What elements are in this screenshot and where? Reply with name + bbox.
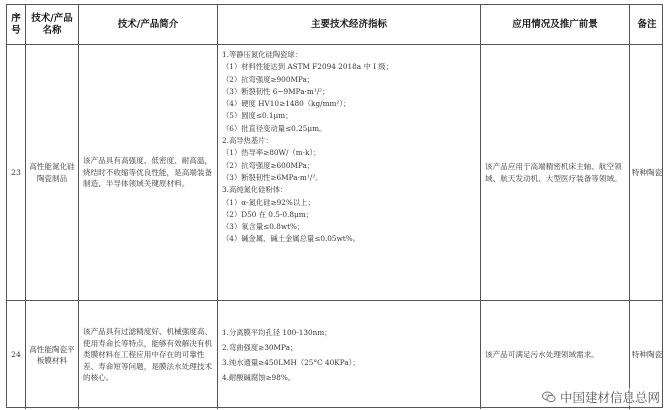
spec-line: （1）热导率≥80W/（m·k）；: [222, 148, 321, 158]
spec-line: （2）D50 在 0.5-0.8μm；: [222, 209, 313, 219]
header-remark: 备注: [637, 18, 657, 30]
spec-line: 4.耐酸碱腐蚀≥98%。: [222, 373, 296, 382]
row-intro: 该产品具有过滤精度好、机械强度高、使用寿命长等特点，能够有效解决有机类膜材料在工程应用中存在的可靠性差、寿命短等问题，是膜法水处理技术的核心。: [79, 301, 218, 409]
spec-line: （3）断裂韧性≥6MPa·m¹/²。: [222, 172, 323, 182]
watermark-text: 中国建材信息总网: [559, 390, 660, 405]
wechat-icon: [542, 391, 556, 403]
header-name: 技术/产品 名称: [26, 5, 79, 44]
spec-line: （3）断裂韧性 6~9MPa·m¹/²；: [222, 86, 330, 96]
header-intro: 技术/产品简介: [79, 5, 218, 44]
row-no: 24: [7, 301, 26, 409]
spec-line: （3）氧含量≤0.8wt%；: [222, 222, 305, 232]
spec-line: （4）硬度 HV10≥1480（kg/mm²）；: [222, 99, 351, 109]
row-specs: [218, 45, 481, 300]
spec-line: （4）碱金属、碱土金属总量≤0.05wt%。: [222, 234, 360, 244]
row-remark: 特种陶瓷: [631, 167, 663, 177]
spec-line: （1）材料性能达到 ASTM F2094 2018a 中 I 级；: [222, 62, 393, 72]
row-intro: 该产品具有高强度、低密度、耐高温，烧结时不收缩等优良性能，是高端装备制造、半导体领域关键原材料。: [79, 45, 218, 300]
table-row: [7, 45, 662, 301]
header-no: 序 号: [7, 5, 26, 44]
row-remark: 特种陶瓷: [631, 350, 663, 360]
spec-line: 1.等静压氮化硅陶瓷球：: [222, 50, 302, 59]
row-no: 23: [7, 45, 26, 300]
row-name: 高性能陶瓷平板膜材料: [26, 301, 79, 409]
header-application: 应用情况及推广前景: [481, 5, 630, 44]
row-application: 该产品应用于高端精密机床主轴、航空领域、航天发动机、大型医疗装备等领域。: [481, 45, 630, 300]
spec-line: 1.分离膜平均孔径 100-130nm；: [222, 328, 332, 337]
spec-line: 2.高导热基片：: [222, 136, 273, 146]
row-application: 该产品可满足污水处理领域需求。: [481, 301, 630, 409]
tech-table: [6, 4, 663, 408]
spec-line: （1）α-氮化硅≥92%以上；: [222, 197, 315, 207]
spec-line: （6）批直径变动量≤0.25μm。: [222, 123, 327, 133]
spec-line: 3.高纯氮化硅粉体：: [222, 185, 288, 195]
spec-line: （2）抗弯强度≥900MPa；: [222, 74, 315, 84]
table-header-row: [7, 5, 662, 45]
watermark: [542, 388, 660, 406]
spec-line: （2）抗弯强度≥600MPa；: [222, 160, 315, 170]
spec-line: 2.弯曲强度≥30MPa；: [222, 343, 298, 352]
row-name: 高性能氮化硅陶瓷制品: [26, 45, 79, 300]
spec-line: （5）圆度≤0.1μm；: [222, 111, 293, 121]
row-specs: [218, 301, 481, 409]
spec-line: 3.纯水通量≥450LMH（25°C 40KPa）；: [222, 358, 360, 367]
header-specs: 主要技术经济指标: [218, 5, 481, 44]
